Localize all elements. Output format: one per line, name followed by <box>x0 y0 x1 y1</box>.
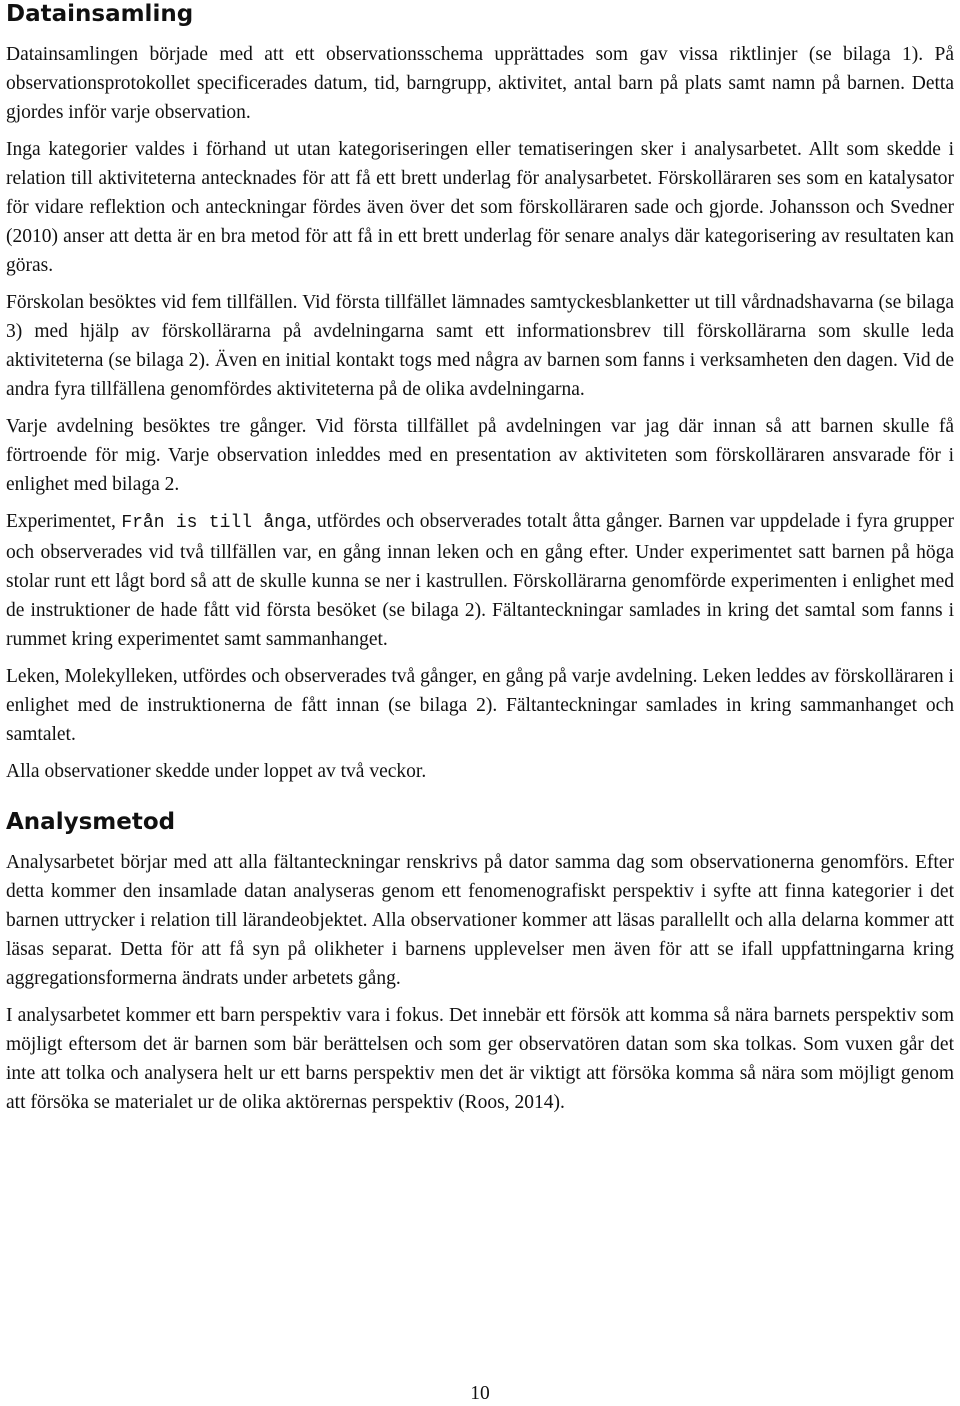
experiment-title: Från is till ånga <box>121 513 307 533</box>
paragraph-observationer: Alla observationer skedde under loppet av två veckor. <box>6 761 427 782</box>
paragraph-observationsschema: Datainsamlingen började med att ett observationsschema upprättades som gav vissa riktlinjer (se bilaga 1). På observationsprotokollet specificerades datum, tid, barngrupp, aktivitet, antal barn på plats samt namn på barnen. Detta gjordes inför varje observation. <box>6 44 954 123</box>
leken-title: Molekylleken <box>64 666 173 687</box>
paragraph-avdelning: Varje avdelning besöktes tre gånger. Vid första tillfället på avdelningen var jag där innan så att barnen skulle få förtroende för mig. Varje observation inleddes med en presentation av aktiviteten som förskolläraren ansvarade för i enlighet med bilaga 2. <box>6 416 954 495</box>
paragraph-leken <box>6 662 954 749</box>
page-number: 10 <box>470 1383 490 1404</box>
paragraph-besok: Förskolan besöktes vid fem tillfällen. Vid första tillfället lämnades samtyckesblanketter ut till vårdnadshavarna (se bilaga 3) med hjälp av förskollärarna på avdelningarna samt ett informationsbrev till förskollärarna som skulle leda aktiviteterna (se bilaga 2). Även en initial kontakt togs med några av barnen som fanns i verksamheten den dagen. Vid de andra fyra tillfällena genomfördes aktiviteterna på de olika avdelningarna. <box>6 292 954 400</box>
paragraph-kategorier: Inga kategorier valdes i förhand ut utan kategoriseringen eller tematiseringen sker i analysarbetet. Allt som skedde i relation till aktiviteterna antecknades för att få ett brett underlag för analysarbetet. Förskolläraren ses som en katalysator för vidare reflektion och anteckningar fördes även över det som förskolläraren sade och gjorde. Johansson och Svedner (2010) anser att detta är en bra metod för att få in ett brett underlag för senare analys där kategorisering av resultaten kan göras. <box>6 139 954 276</box>
experiment-intro: Experimentet, <box>6 511 122 532</box>
paragraph-experimentet <box>6 507 954 654</box>
experiment-body: , utfördes och observerades totalt åtta gånger. Barnen var uppdelade i fyra grupper och observerades vid två tillfällen var, en gång innan leken och en gång efter. Under experimentet satt barnen på höga stolar runt ett lågt bord så att de skulle kunna se ner i kastrullen. Förskollärarna genomförde experimenten i enlighet med de instruktioner de hade fått vid första besöket (se bilaga 2). Fältanteckningar samlades in kring det samtal som fanns i rummet kring experimentet samt sammanhanget. <box>6 511 954 650</box>
heading-analysmetod: Analysmetod <box>6 809 176 835</box>
leken-intro: Leken, <box>6 666 65 687</box>
paragraph-barnperspektiv: I analysarbetet kommer ett barn perspektiv vara i fokus. Det innebär ett försök att komma så nära barnets perspektiv som möjligt eftersom det är barnen som bär berättelsen och som ger observatören datan som ska tolkas. Som vuxen går det inte att tolka och analysera helt ur ett barns perspektiv men det är viktigt att försöka komma så nära som möjligt genom att försöka se materialet ur de olika aktörernas perspektiv (Roos, 2014). <box>6 1005 954 1113</box>
document-page <box>6 0 954 1125</box>
leken-body: , utfördes och observerades två gånger, en gång på varje avdelning. Leken leddes av förskolläraren i enlighet med de instruktionerna de fått innan (se bilaga 2). Fältanteckningar samlades in kring sammanhanget och samtalet. <box>6 666 954 745</box>
heading-datainsamling: Datainsamling <box>6 1 194 27</box>
paragraph-analysarbetet: Analysarbetet börjar med att alla fältanteckningar renskrivs på dator samma dag som observationerna genomförs. Efter detta kommer den insamlade datan analyseras genom ett fenomenografiskt perspektiv i syfte att finna kategorier i det barnen uttrycker i relation till lärandeobjektet. Alla observationer kommer att läsas parallellt och alla delarna kommer att läsas separat. Detta för att få syn på olikheter i barnens upplevelser men även för att se ifall uppfattningarna kring aggregationsformerna ändrats under arbetets gång. <box>6 852 954 989</box>
